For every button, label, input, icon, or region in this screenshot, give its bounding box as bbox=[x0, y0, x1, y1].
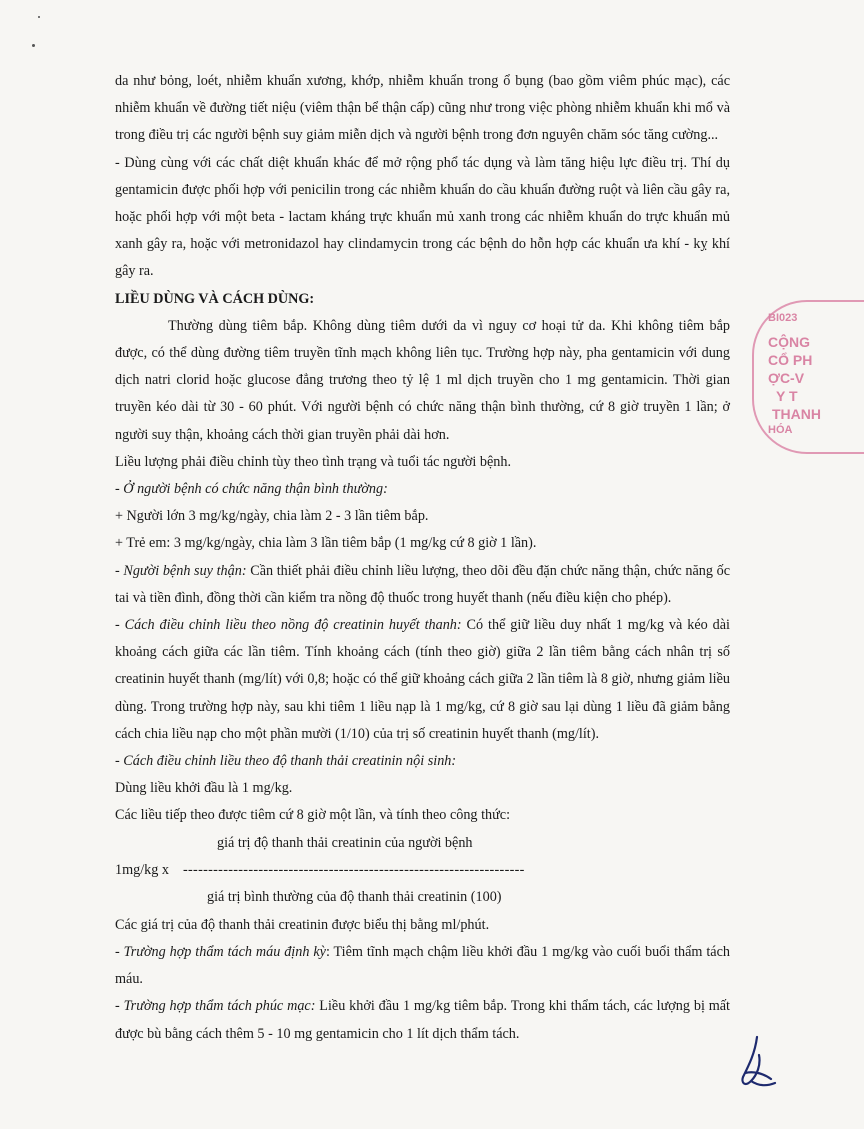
paragraph-peritoneal bbox=[115, 993, 730, 1047]
paragraph-dose-adjust: Liều lượng phải điều chỉnh tùy theo tình trạng và tuổi tác người bệnh. bbox=[115, 453, 512, 470]
stamp-line: BI023 bbox=[768, 312, 798, 324]
stamp-line: Y T bbox=[776, 388, 798, 404]
adult-dose: + Người lớn 3 mg/kg/ngày, chia làm 2 - 3 lần tiêm bắp. bbox=[115, 508, 429, 525]
paragraph-administration: Thường dùng tiêm bắp. Không dùng tiêm dưới da vì nguy cơ hoại tử da. Khi không tiêm bắp được, có thể dùng đường tiêm truyền tĩnh mạch không liên tục. Trường hợp này, pha gentamicin với dung dịch natri clorid hoặc glucose đẳng trương theo tỷ lệ 1 ml dịch truyền cho 1 mg gentamicin. Thời gian truyền kéo dài từ 30 - 60 phút. Với người bệnh có chức năng thận bình thường, cứ 8 giờ truyền 1 lần; ở người suy thận, khoảng cách thời gian truyền phải dài hơn. bbox=[115, 317, 730, 443]
clearance-label: - Cách điều chỉnh liều theo độ thanh thải creatinin nội sinh: bbox=[115, 753, 457, 770]
formula-numerator: giá trị độ thanh thải creatinin của người bệnh bbox=[217, 834, 473, 851]
stamp-line: THANH bbox=[772, 406, 821, 422]
normal-kidney-label: - Ở người bệnh có chức năng thận bình thường: bbox=[115, 481, 388, 498]
renal-failure-text: Cần thiết phải điều chỉnh liều lượng, theo dõi đều đặn chức năng thận, chức năng ốc tai và tiền đình, đồng thời cần kiểm tra nồng độ thuốc trong huyết thanh (nếu điều kiện cho phép). bbox=[115, 562, 730, 606]
scan-speck bbox=[32, 44, 35, 47]
paragraph-hemodialysis bbox=[115, 939, 730, 993]
stamp-line: ỢC-V bbox=[768, 370, 805, 386]
creatinine-serum-label: - Cách điều chỉnh liều theo nồng độ creatinin huyết thanh: bbox=[115, 617, 462, 634]
paragraph-indications: da như bỏng, loét, nhiễm khuẩn xương, khớp, nhiễm khuẩn trong ổ bụng (bao gồm viêm phúc mạc), các nhiễm khuẩn về đường tiết niệu (viêm thận bể thận cấp) cũng như trong việc phòng nhiễm khuẩn khi mổ và trong điều trị các người bệnh suy giảm miễn dịch và người bệnh trong đơn nguyên chăm sóc tăng cường... bbox=[115, 73, 730, 144]
peritoneal-text: Liều khởi đầu 1 mg/kg tiêm bắp. Trong khi thẩm tách, các lượng bị mất được bù bằng cách thêm 5 - 10 mg gentamicin cho 1 lít dịch thẩm tách. bbox=[115, 998, 731, 1042]
paragraph-combination: - Dùng cùng với các chất diệt khuẩn khác để mở rộng phổ tác dụng và làm tăng hiệu lực điều trị. Thí dụ gentamicin được phối hợp với penicilin trong các nhiễm khuẩn do cầu khuẩn đường ruột và liên cầu gây ra, hoặc phối hợp với một beta - lactam kháng trực khuẩn mủ xanh trong các nhiễm khuẩn do trực khuẩn mủ xanh gây ra, hoặc với metronidazol hay clindamycin trong các bệnh do hỗn hợp các khuẩn ưa khí - kỵ khí gây ra. bbox=[115, 154, 730, 280]
hemodialysis-label: - Trường hợp thẩm tách máu định kỳ bbox=[115, 943, 326, 960]
creatinine-serum-text: Có thể giữ liều duy nhất 1 mg/kg và kéo dài khoảng cách giữa các lần tiêm. Tính khoảng cách (tính theo giờ) giữa 2 lần tiêm bằng cách nhân trị số creatinin huyết thanh (mg/lít) với 0,8; hoặc có thể giữ khoảng cách giữa 2 lần tiêm là 8 giờ, nhưng giảm liều dùng. Trong trường hợp này, sau khi tiêm 1 liều nạp là 1 mg/kg, cứ 8 giờ sau lại dùng 1 liều đã giảm bằng cách chia liều nạp cho một phần mười (1/10) của trị số creatinin huyết thanh (mg/lít). bbox=[115, 617, 730, 742]
signature-mark bbox=[735, 1035, 780, 1095]
child-dose: + Trẻ em: 3 mg/kg/ngày, chia làm 3 lần tiêm bắp (1 mg/kg cứ 8 giờ 1 lần). bbox=[115, 535, 537, 552]
dose-formula bbox=[115, 830, 730, 912]
paragraph-creatinine-serum bbox=[115, 612, 730, 748]
stamp-line: CỘNG bbox=[768, 334, 810, 350]
scan-speck bbox=[38, 16, 40, 18]
document-body bbox=[115, 68, 730, 1048]
company-stamp bbox=[752, 300, 864, 454]
clearance-unit: Các giá trị của độ thanh thải creatinin được biểu thị bằng ml/phút. bbox=[115, 916, 490, 933]
clearance-next: Các liều tiếp theo được tiêm cứ 8 giờ một lần, và tính theo công thức: bbox=[115, 807, 511, 824]
paragraph-renal-failure bbox=[115, 558, 730, 612]
renal-failure-label: - Người bệnh suy thận: bbox=[115, 562, 247, 579]
section-heading: LIỀU DÙNG VÀ CÁCH DÙNG: bbox=[115, 290, 315, 307]
peritoneal-label: - Trường hợp thẩm tách phúc mạc: bbox=[115, 998, 316, 1015]
clearance-start: Dùng liều khởi đầu là 1 mg/kg. bbox=[115, 780, 293, 797]
stamp-line: HÓA bbox=[768, 424, 793, 436]
stamp-line: CỔ PH bbox=[768, 352, 813, 368]
formula-lhs: 1mg/kg x bbox=[115, 861, 169, 878]
formula-denominator: giá trị bình thường của độ thanh thải creatinin (100) bbox=[207, 888, 502, 905]
hemodialysis-text: : Tiêm tĩnh mạch chậm liều khởi đầu 1 mg/kg vào cuối buổi thẩm tách máu. bbox=[115, 943, 730, 988]
formula-fraction-line: -------------------------------------------------------------------- bbox=[183, 861, 525, 878]
